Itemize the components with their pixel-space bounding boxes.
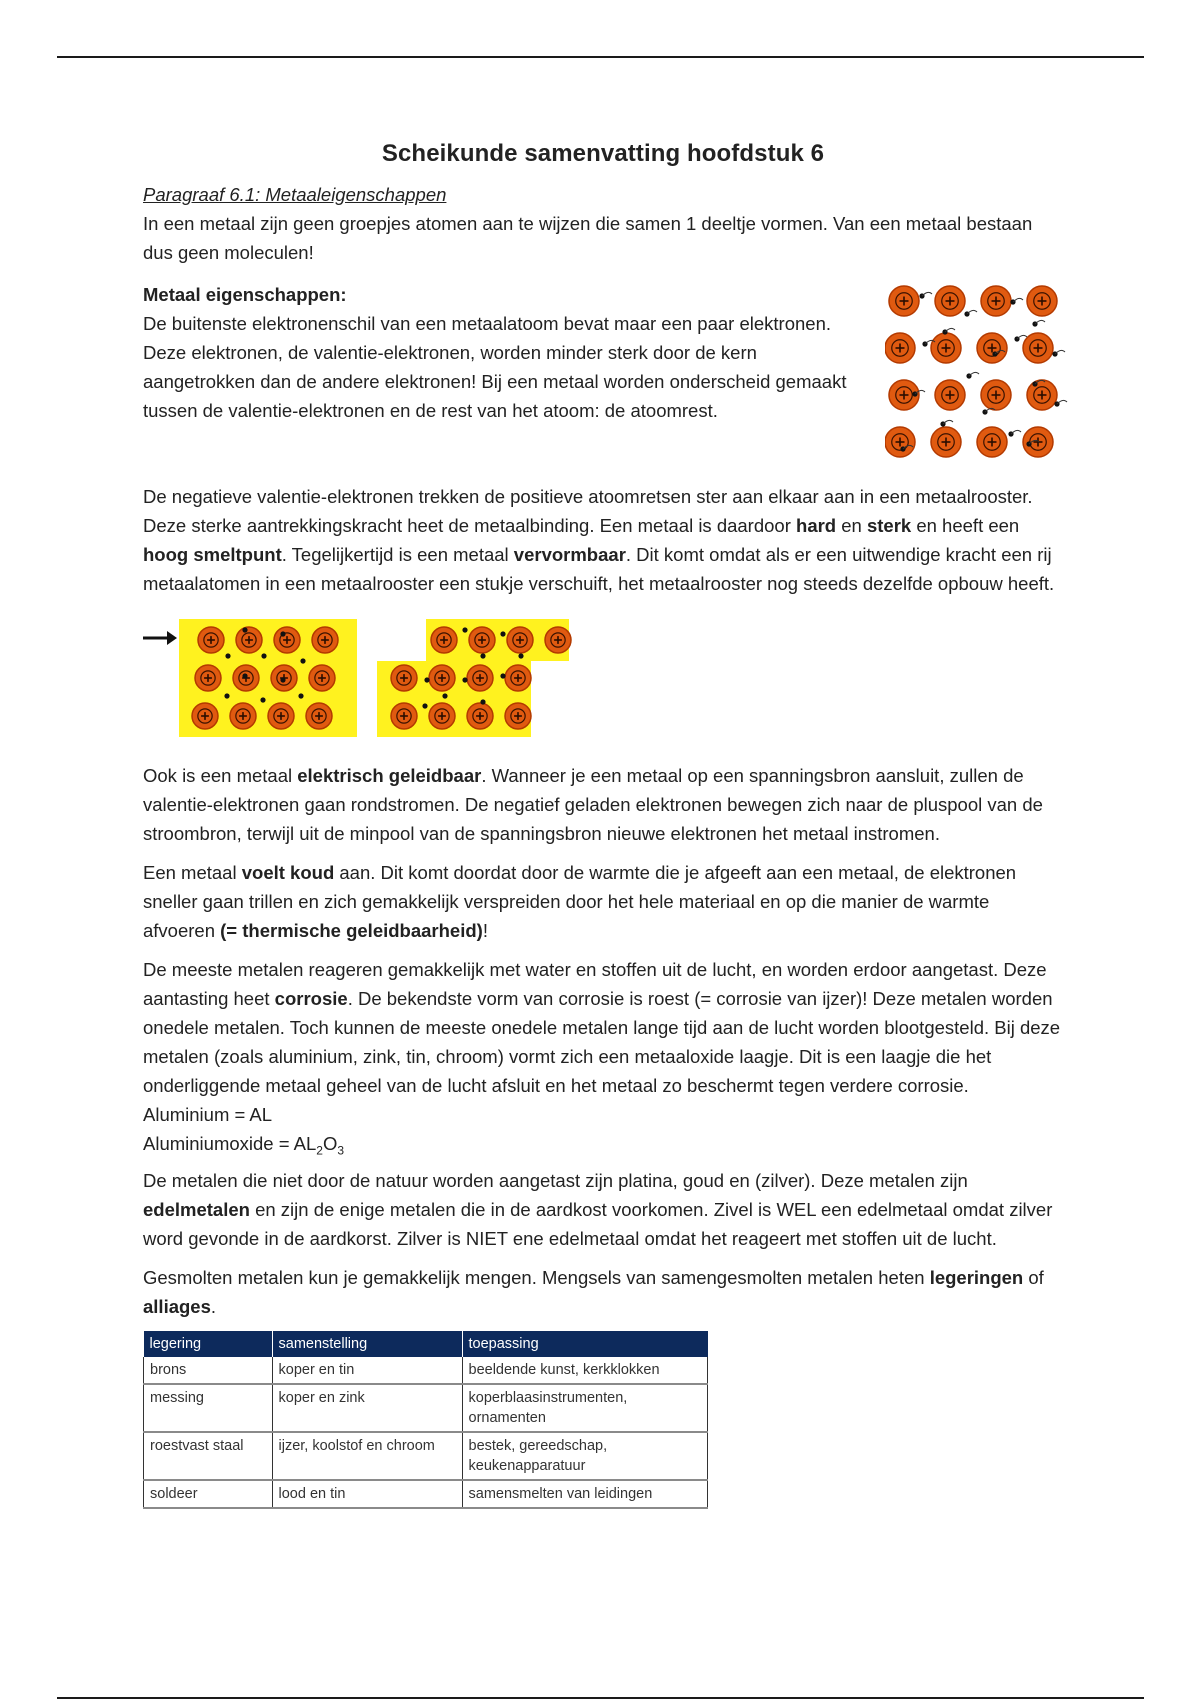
atom-icon (467, 665, 493, 691)
document-body (143, 140, 1063, 1509)
electron-icon (442, 693, 447, 698)
atom-icon (935, 380, 965, 410)
atom-icon (505, 703, 531, 729)
cold-paragraph: Een metaal voelt koud aan. Dit komt doordat door de warmte die je afgeeft aan een metaal, de elektronen sneller gaan trillen en zich gemakkelijk verspreiden door het hele materiaal en op die manier de warmte afvoeren (= thermische geleidbaarheid)! (143, 862, 1017, 941)
electron-icon (300, 658, 305, 663)
electron-icon (242, 627, 247, 632)
electron-icon (518, 653, 523, 658)
atom-icon (429, 703, 455, 729)
atom-icon (268, 703, 294, 729)
electrical-paragraph: Ook is een metaal elektrisch geleidbaar. Wanneer je een metaal op een spanningsbron aansluit, zullen de valentie-elektronen gaan rondstromen. De negatief geladen elektronen bewegen zich naar de pluspool van de stroombron, terwijl uit de minpool van de spanningsbron nieuwe elektronen het metaal instromen. (143, 765, 1043, 844)
electron-icon (500, 673, 505, 678)
electron-icon (462, 627, 467, 632)
electron-icon (424, 677, 429, 682)
atom-icon (981, 286, 1011, 316)
bottom-rule (57, 1697, 1144, 1699)
atom-icon (391, 665, 417, 691)
atom-icon (274, 627, 300, 653)
atom-icon (230, 703, 256, 729)
atom-icon (1023, 333, 1053, 363)
page-title: Scheikunde samenvatting hoofdstuk 6 (381, 140, 825, 167)
binding-paragraph: De negatieve valentie-elektronen trekken de positieve atoomretsen ster aan elkaar aan in een metaalrooster. Deze sterke aantrekkingskracht heet de metaalbinding. Een metaal is daardoor hard en sterk en heeft een hoog smeltpunt. Tegelijkertijd is een metaal vervormbaar. Dit komt omdat als er een uitwendige kracht een rij metaalatomen in een metaalrooster een stukje verschuift, het metaalrooster nog steeds dezelfde opbouw heeft. (143, 486, 1055, 594)
table-cell: koperblaasinstrumenten, ornamenten (462, 1384, 708, 1432)
alloys-paragraph: Gesmolten metalen kun je gemakkelijk mengen. Mengsels van samengesmolten metalen heten legeringen of alliages. (143, 1266, 1044, 1317)
table-cell: soldeer (144, 1480, 273, 1508)
atom-icon (429, 665, 455, 691)
atom-icon (507, 627, 533, 653)
table-header: toepassing (462, 1331, 708, 1357)
atom-icon (236, 627, 262, 653)
atom-icon (931, 333, 961, 363)
table-header: samenstelling (272, 1331, 462, 1357)
metal-lattice-illustration (885, 284, 1075, 464)
atom-icon (885, 427, 915, 457)
electron-icon (242, 673, 247, 678)
atom-icon (467, 703, 493, 729)
electron-icon (500, 631, 505, 636)
table-cell: samensmelten van leidingen (462, 1480, 708, 1508)
table-cell: brons (144, 1357, 273, 1384)
electron-icon (261, 653, 266, 658)
electron-icon (280, 677, 285, 682)
atom-icon (312, 627, 338, 653)
atom-icon (309, 665, 335, 691)
atom-icon (977, 333, 1007, 363)
table-cell: roestvast staal (144, 1432, 273, 1480)
table-row (144, 1357, 708, 1384)
atom-icon (931, 427, 961, 457)
alloys-table (143, 1331, 708, 1509)
electron-icon (280, 631, 285, 636)
table-header: legering (144, 1331, 273, 1357)
table-cell: koper en tin (272, 1357, 462, 1384)
section-title: Paragraaf 6.1: Metaaleigenschappen (143, 184, 447, 205)
table-row (144, 1432, 708, 1480)
top-rule (57, 56, 1144, 58)
deformed-lattice-illustration (141, 616, 581, 741)
atom-icon (469, 627, 495, 653)
atom-icon (889, 286, 919, 316)
atom-icon (981, 380, 1011, 410)
intro-paragraph: In een metaal zijn geen groepjes atomen aan te wijzen die samen 1 deeltje vormen. Van een metaal bestaan dus geen moleculen! (143, 213, 1033, 263)
metal-paragraph: De buitenste elektronenschil van een metaalatoom bevat maar een paar elektronen. Deze elektronen, de valentie-elektronen, worden minder sterk door de kern aangetrokken dan de andere elektronen! Bij een metaal worden onderscheid gemaakt tussen de valentie-elektronen en de rest van het atoom: de atoomrest. (143, 313, 847, 421)
atom-icon (935, 286, 965, 316)
table-row (144, 1384, 708, 1432)
electron-icon (480, 653, 485, 658)
aluminiumoxide-line: Aluminiumoxide = $AL_2O_3$ (143, 1133, 345, 1158)
table-cell: lood en tin (272, 1480, 462, 1508)
atom-icon (198, 627, 224, 653)
table-row (144, 1480, 708, 1508)
table-cell: koper en zink (272, 1384, 462, 1432)
corrosion-paragraph: De meeste metalen reageren gemakkelijk met water en stoffen uit de lucht, en worden erdoor aangetast. Deze aantasting heet corrosie. De bekendste vorm van corrosie is roest (= corrosie van ijzer)! Deze metalen worden onedele metalen. Toch kunnen de meeste onedele metalen lange tijd aan de lucht worden blootgesteld. Bij deze metalen (zoals aluminium, zink, tin, chroom) vormt zich een metaaloxide laagje. Dit is een laagje die het onderliggende metaal geheel van de lucht afsluit en het metaal zo beschermt tegen verdere corrosie. (143, 959, 1061, 1096)
table-cell: bestek, gereedschap, keukenapparatuur (462, 1432, 708, 1480)
table-cell: messing (144, 1384, 273, 1432)
noble-metals-paragraph: De metalen die niet door de natuur worden aangetast zijn platina, goud en (zilver). Deze metalen zijn edelmetalen en zijn de enige metalen die in de aardkost voorkomen. Zivel is WEL een edelmetaal omdat zilver word gevonde in de aardkorst. Zilver is NIET ene edelmetaal omdat het reageert met stoffen uit de lucht. (143, 1169, 1053, 1249)
metal-properties-block (143, 280, 1063, 464)
atom-icon (505, 665, 531, 691)
atom-icon (391, 703, 417, 729)
atom-icon (195, 665, 221, 691)
electron-icon (260, 697, 265, 702)
atom-icon (306, 703, 332, 729)
atom-icon (431, 627, 457, 653)
electron-icon (462, 677, 467, 682)
metal-heading: Metaal eigenschappen: (143, 284, 347, 305)
table-cell: beeldende kunst, kerkklokken (462, 1357, 708, 1384)
table-cell: ijzer, koolstof en chroom (272, 1432, 462, 1480)
atom-icon (545, 627, 571, 653)
atom-icon (885, 333, 915, 363)
electron-icon (224, 693, 229, 698)
electron-icon (480, 699, 485, 704)
atom-icon (977, 427, 1007, 457)
electron-icon (225, 653, 230, 658)
aluminium-line: Aluminium = AL (143, 1104, 273, 1125)
electron-icon (422, 703, 427, 708)
atom-icon (1027, 380, 1057, 410)
atom-icon (192, 703, 218, 729)
electron-icon (298, 693, 303, 698)
atom-icon (1027, 286, 1057, 316)
